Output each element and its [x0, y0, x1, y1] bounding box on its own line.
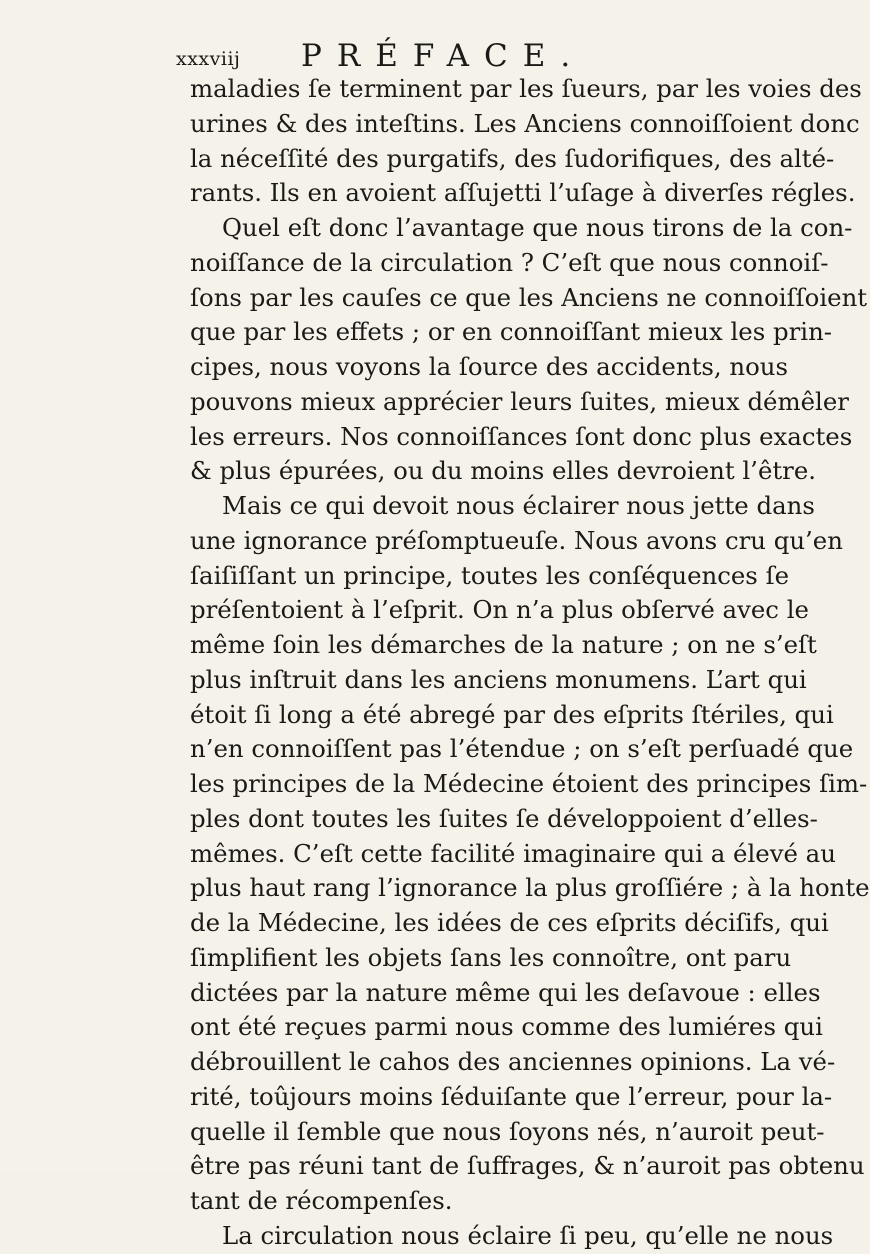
text-line: maladies ſe terminent par les ſueurs, par les voies des	[190, 74, 862, 103]
text-line: cipes, nous voyons la ſource des accidents, nous	[190, 352, 789, 381]
text-line: urines & des inteſtins. Les Anciens connoiſſoient donc	[190, 108, 860, 138]
text-line: même ſoin les démarches de la nature ; on ne s’eſt	[190, 630, 817, 659]
text-line: une ignorance préſomptueuſe. Nous avons cru qu’en	[190, 525, 843, 555]
text-line: plus haut rang l’ignorance la plus groſſiére ; à la honte	[190, 873, 870, 903]
text-line: noiſſance de la circulation ? C’eſt que nous connoiſ-	[190, 247, 829, 277]
page-number: xxxviij	[176, 48, 241, 70]
text-line: de la Médecine, les idées de ces eſprits déciſifs, qui	[190, 908, 829, 937]
text-line: pouvons mieux apprécier leurs ſuites, mieux démêler	[190, 386, 849, 416]
text-line: n’en connoiſſent pas l’étendue ; on s’eſt perſuadé que	[190, 734, 854, 764]
text-line: ples dont toutes les ſuites ſe développoient d’elles-	[190, 803, 818, 833]
text-line: étoit ſi long a été abregé par des eſprits ſtériles, qui	[190, 699, 834, 729]
text-line: débrouillent le cahos des anciennes opinions. La vé-	[190, 1047, 836, 1076]
text-line: les erreurs. Nos connoiſſances ſont donc plus exactes	[190, 421, 853, 451]
text-line: la néceſſité des purgatifs, des ſudorifiques, des alté-	[190, 143, 835, 173]
paragraph-start-line: Quel eſt donc l’avantage que nous tirons de la con-	[222, 213, 853, 242]
text-line: quelle il ſemble que nous ſoyons nés, n’auroit peut-	[190, 1116, 825, 1146]
text-line: ſons par les cauſes ce que les Anciens ne connoiſſoient	[190, 282, 868, 312]
text-line: être pas réuni tant de ſuffrages, & n’auroit pas obtenu	[190, 1151, 865, 1181]
text-line: rité, toûjours moins ſéduiſante que l’erreur, pour la-	[190, 1081, 833, 1111]
text-line: ſimplifient les objets ſans les connoître, ont paru	[190, 942, 792, 972]
running-head	[176, 36, 776, 76]
text-line: préſentoient à l’eſprit. On n’a plus obſervé avec le	[190, 595, 809, 625]
text-line: les principes de la Médecine étoient des principes ſim-	[190, 769, 868, 798]
paragraph-end-line: tant de récompenſes.	[190, 1186, 453, 1215]
text-line: mêmes. C’eſt cette facilité imaginaire qui a élevé au	[190, 838, 836, 868]
text-line: ont été reçues parmi nous comme des lumiéres qui	[190, 1012, 823, 1042]
paragraph-start-line: Mais ce qui devoit nous éclairer nous jette dans	[222, 491, 815, 520]
paragraph-end-line: & plus épurées, ou du moins elles devroient l’être.	[190, 456, 817, 486]
text-line: ſaiſiſſant un principe, toutes les conſéquences ſe	[190, 560, 790, 590]
text-line: que par les effets ; or en connoiſſant mieux les prin-	[190, 317, 833, 347]
body-text	[190, 72, 870, 1254]
text-line: dictées par la nature même qui les deſavoue : elles	[190, 977, 821, 1007]
text-line: rants. Ils en avoient aſſujetti l’uſage à diverſes régles.	[190, 178, 856, 208]
running-title: PRÉFACE.	[301, 38, 586, 74]
text-line: plus inſtruit dans les anciens monumens. L’art qui	[190, 664, 807, 694]
paragraph-start-line: La circulation nous éclaire ſi peu, qu’elle ne nous	[222, 1220, 834, 1250]
